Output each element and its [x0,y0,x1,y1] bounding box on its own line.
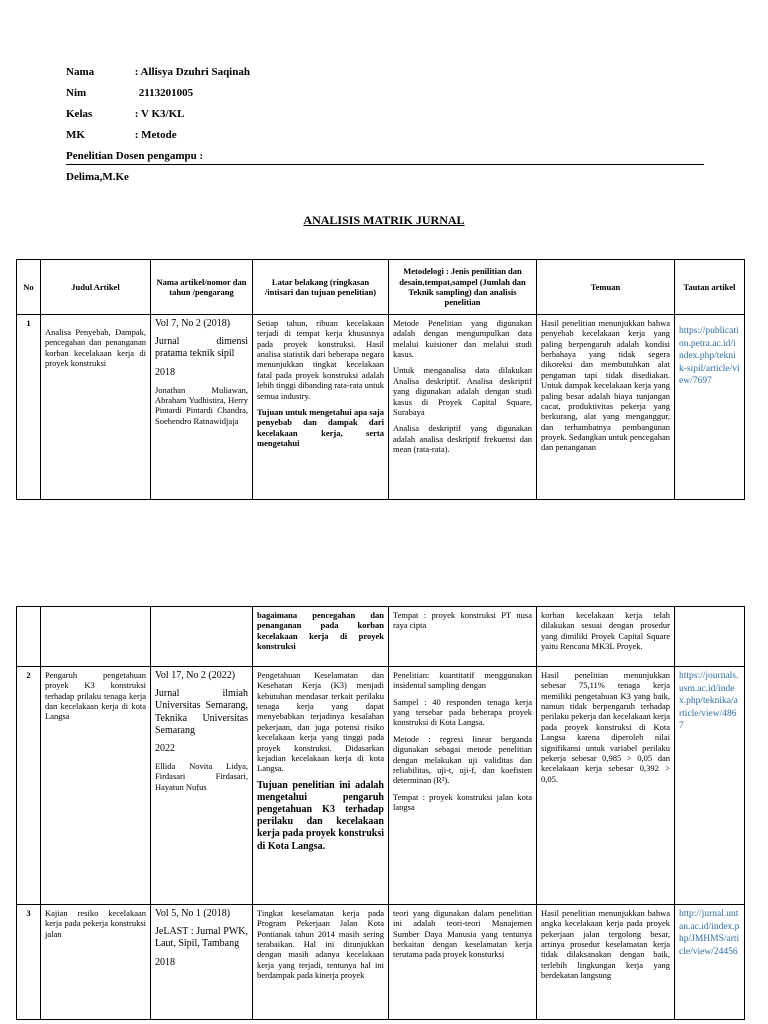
header-tautan: Tautan artikel [675,260,745,315]
objective-text: Tujuan penelitian ini adalah mengetahui pengaruh pengetahuan K3 terhadap perilaku dan kecelakaan kerja pada proyek konstruksi di Kota Langsa. [257,779,384,852]
table-row [17,315,745,500]
header-divider [66,164,704,165]
article-title: Kajian resiko kecelakaan kerja pada pekerja konstruksi jalan [41,905,151,1020]
findings-text: Hasil penelitian menunjukkan bahwa angka kecelakaan kerja pada proyek pekerjaan jalan tergolong besar, artinya prosedur keselamatan kerja tidak dilaksanakan dengan baik, terlebih lingkungan kerja yang berdekatan langsung [537,905,675,1020]
method-text: teori yang digunakan dalam penelitian ini adalah teori-teori Manajemen Sumber Daya Manusia yang tentunya berkaitan dengan keselamatan kerja terutama pada proyek konsturksi [389,905,537,1020]
article-authors: Ellida Novita Lidya, Firdasari Firdasari, Hayatun Nufus [155,761,248,792]
article-volume: Vol 7, No 2 (2018) [155,318,231,329]
findings-text: Hasil penelitian menunjukkan bahwa penyebab kecelakaan kerja yang paling berpengaruh adalah kondisi berbahaya yang tidak segera dikoreksi dan membutuhkan alat pengaman tapi tidak disediakan. Untuk dampak kecelakaan kerja yang paling besar adalah biaya tunjangan cacat, produktivitas pekerja yang berkurang, alat yang menganggur, dan terhambatnya pembangunan proyek. Sedangkan untuk pencegahan dan penanganan [537,315,675,500]
article-authors: Jonathan Muliawan, Abraham Yudhistira, Herry Pintardi Pintardi Chandra, Soehendro Ratnawidjaja [155,384,248,426]
background-text: Pengetahuan Keselamatan dan Kesehatan Kerja (K3) menjadi kebutuhan mendasar terkait perilaku tenaga kerja yang dapat menyebabkan terjadinya kesalahan pekerjaan, dan juga potensi risiko kecelakaan kerja yang tinggi pada proyek konstruksi. Didasarkan kejadian kecelakaan kerja di kota Langsa. [257,670,384,774]
article-title: Pengaruh pengetahuan proyek K3 konstruksi terhadap prilaku tenaga kerja dan kecelakaan kerja di kota Langsa [41,667,151,905]
row-number: 1 [17,315,41,500]
name-value: : Allisya Dzuhri Saqinah [134,66,250,78]
course-value: : Metode [134,129,177,141]
method-text-1: Penelitian: kuantitatif menggunakan insidental sampling dengan [393,670,532,691]
journal-name: Jurnal ilmiah Universitas Semarang, Teknika Universitas Semarang [155,688,248,736]
page-title: ANALISIS MATRIK JURNAL [303,213,465,227]
class-label: Kelas [66,108,93,120]
journal-name: Jurnal dimensi pratama teknik sipil [155,336,248,360]
article-link[interactable]: http://jurnal.untan.ac.id/index.php/JMHMS/article/view/24456 [679,909,740,957]
class-value: : V K3/KL [134,108,185,120]
article-volume: Vol 5, No 1 (2018) [155,908,231,919]
background-cell [253,667,389,905]
findings-text-continued: korban kecelakaan kerja telah dilakukan sesuai dengan prosedur yang dimiliki Proyek Capital Square yaitu Rencana MK3L Proyek. [537,607,675,667]
method-text-3: Metode : regresi linear berganda digunakan sebagai metode penelitian dengan melakukan uji validitas dan reliabilitas, uji-t, uji-f, dan koefisien determinan (R²). [393,733,532,786]
course-label: MK [66,129,85,141]
article-title: Analisa Penyebab, Dampak, pencegahan dan penanganan korban kecelakaan kerja di proyek konstruksi [41,315,151,500]
method-text-2: Untuk menganalisa data dilakukan Analisa deskriptif. Analisa deskriptif yang digunakan adalah dengan studi kasus di Proyek Capital Square, Surabaya [393,365,532,417]
objective-text-continued: bagaimana pencegahan dan penanganan pada korban kecelakaan kerja di proyek konstruksi [253,607,389,667]
header-metodologi: Metodelogi : Jenis penilitian dan desain,tempat,sampel (Jumlah dan Teknik sampling) dan analisis penelitian [389,260,537,315]
header-judul: Judul Artikel [41,260,151,315]
article-info [151,315,253,500]
background-cell [253,315,389,500]
table-row [17,607,745,667]
background-text: Tingkat keselamatan kerja pada Program Pekerjaan Jalan Kota Pontianak tahun 2014 masih sering terabaikan. Hal ini ditunjukkan dengan masih adanya kecelakaan kerja yang terjadi, tentunya hal ini berdampak pada kinerja proyek [253,905,389,1020]
row-number: 2 [17,667,41,905]
method-text-3: Analisa deskriptif yang digunakan adalah analisa deskriptif frekuensi dan mean (rata-rata). [393,423,532,454]
nim-label: Nim [66,87,87,99]
matrix-table-part-2 [16,606,745,1020]
article-year: 2018 [155,956,175,968]
header-nama-artikel: Nama artikel/nomor dan tahun /pengarang [151,260,253,315]
method-text-1: Metode Penelitian yang digunakan adalah dengan mengumpulkan data melalui kuisioner dan melalui studi kasus. [393,318,532,360]
method-cell [389,667,537,905]
row-number: 3 [17,905,41,1020]
table-row [17,667,745,905]
header-latar-belakang: Latar belakang (ringkasan /intisari dan tujuan penelitian) [253,260,389,315]
table-header-row [17,260,745,315]
nim-value: 2113201005 [138,87,194,99]
student-class-row [66,108,184,120]
header-temuan: Temuan [537,260,675,315]
article-year: 2022 [155,742,175,754]
lecturer-name: Delima,M.Ke [66,171,129,183]
article-link[interactable]: https://publication.petra.ac.id/index.php/teknik-sipil/article/view/7697 [679,326,740,387]
student-nim-row [66,87,193,99]
article-year: 2018 [155,366,175,378]
course-row [66,129,177,141]
table-row [17,905,745,1020]
header-no: No [17,260,41,315]
article-link[interactable]: https://journals.usm.ac.id/index.php/teknika/article/view/4867 [679,671,739,732]
method-cell [389,315,537,500]
objective-text: Tujuan untuk mengetahui apa saja penyebab dan dampak dari kecelakaan kerja, serta mengetahui [257,406,384,448]
method-text-4: Tempat : proyek konstruksi jalan kota langsa [393,791,532,812]
lecturer-label: Penelitian Dosen pengampu : [66,150,204,162]
article-info [151,905,253,1020]
method-text-2: Sampel : 40 responden tenaga kerja yang tersebar pada beberapa proyek konstruksi di Kota Langsa. [393,696,532,728]
findings-text: Hasil penelitian menunjukkan sebesar 75,11% tenaga kerja memiliki pengetahuan K3 yang baik, namun tidak berpengaruh terhadap perilaku pekerja dan kecelakaan kerja pada proyek konstruksi di Kota Langsa karena diperoleh nilai signifikansi untuk variabel perilaku pekerja sebesar 0,985 > 0,05 dan kecelakaan kerja sebesar 0,392 > 0,05. [537,667,675,905]
background-text: Setiap tahun, ribuan kecelakaan terjadi di tempat kerja khususnya pada proyek konstruksi. Hasil analisa statistik dari beberapa negara menunjukkan tingkat kecelakaan fatal pada proyek konstruksi adalah lebih tinggi dibanding rata-rata untuk semua industry. [257,318,384,401]
article-volume: Vol 17, No 2 (2022) [155,670,236,681]
name-label: Nama [66,66,95,78]
journal-name: JeLAST : Jurnal PWK, Laut, Sipil, Tambang [155,926,248,950]
article-info [151,667,253,905]
method-text-continued: Tempat : proyek konstruksi PT nusa raya cipta [389,607,537,667]
student-name-row [66,66,250,78]
matrix-table-part-1 [16,259,745,500]
